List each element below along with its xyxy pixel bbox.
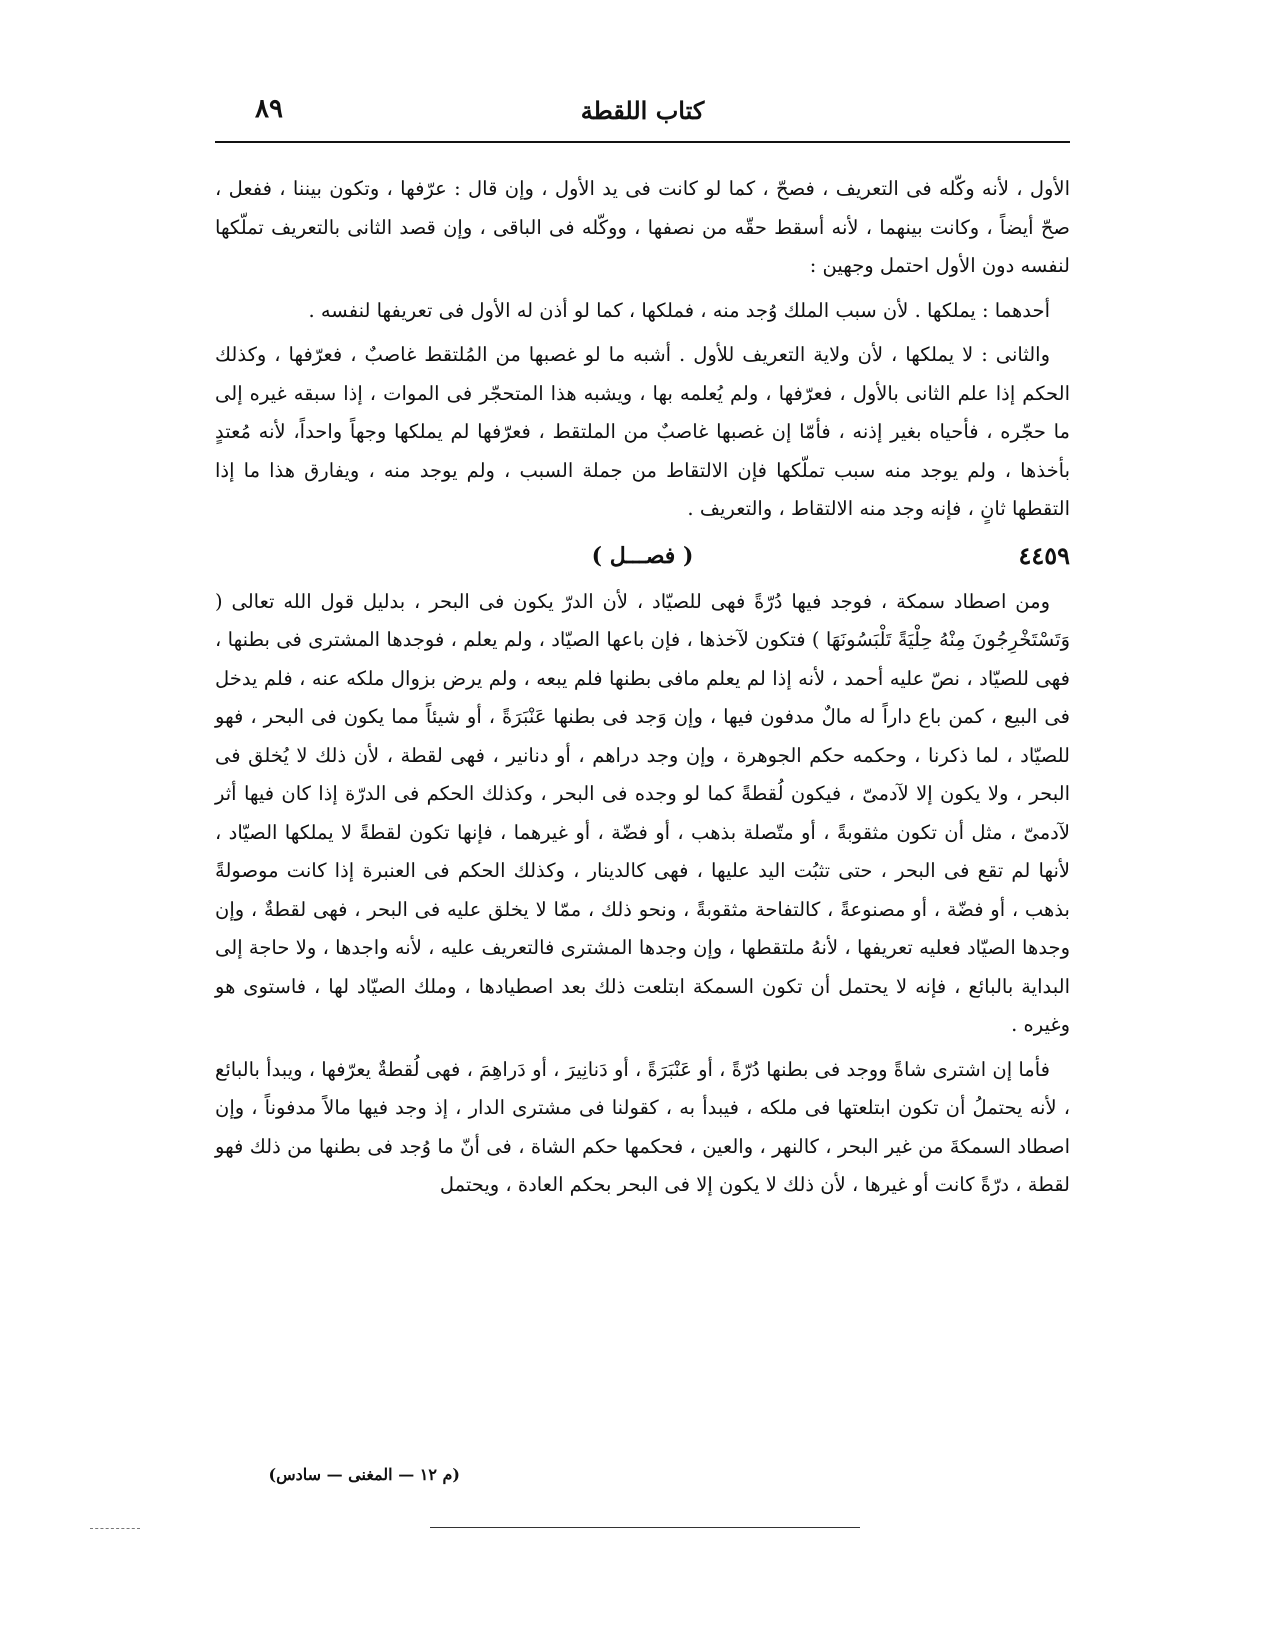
- volume-signature: (م ١٢ — المغنى — سادس): [268, 1465, 460, 1484]
- page-header: [215, 94, 1070, 144]
- paragraph: الأول ، لأنه وكّله فى التعريف ، فصحّ ، كما لو كانت فى يد الأول ، وإن قال : عرّفها ، وتكون بيننا ، ففعل ، صحّ أيضاً ، وكانت بينهما ، لأنه أسقط حقّه من نصفها ، ووكّله فى الباقى ، وإن قصد الثانى بالتعريف تملّكها لنفسه دون الأول احتمل وجهين :: [215, 177, 1070, 277]
- footer-rule: [430, 1527, 860, 1528]
- section-title: ( فصـــل ): [591, 542, 694, 569]
- paragraph: ومن اصطاد سمكة ، فوجد فيها دُرّةً فهى للصيّاد ، لأن الدرّ يكون فى البحر ، بدليل قول الله تعالى ( وَتَسْتَخْرِجُونَ مِنْهُ حِلْيَةً تَلْبَسُونَهَا ) فتكون لآخذها ، فإن باعها الصيّاد ، ولم يعلم ، فوجدها المشترى فى بطنها ، فهى للصيّاد ، نصّ عليه أحمد ، لأنه إذا لم يعلم مافى بطنها فلم يبعه ، ولم يرض بزوال ملكه عنه ، فلم يدخل فى البيع ، كمن باع داراً له مالٌ مدفون فيها ، وإن وَجد فى بطنها عَنْبَرَةً ، أو شيئاً مما يكون فى البحر ، فهو للصيّاد ، لما ذكرنا ، وحكمه حكم الجوهرة ، وإن وجد دراهم ، أو دنانير ، فهى لقطة ، لأن ذلك لا يُخلق فى البحر ، ولا يكون إلا لآدمىّ ، فيكون لُقطةً كما لو وجده فى البحر ، وكذلك الحكم فى الدرّة إذا كان فيها أثر لآدمىّ ، مثل أن تكون مثقوبةً ، أو متّصلة بذهب ، أو فضّة ، أو غيرهما ، فإنها تكون لقطةً لا يملكها الصيّاد ، لأنها لم تقع فى البحر ، حتى تثبُت اليد عليها ، فهى كالدينار ، وكذلك الحكم فى العنبرة إذا كانت موصولةً بذهب ، أو فضّة ، أو مصنوعةً ، كالتفاحة مثقوبةً ، ونحو ذلك ، ممّا لا يخلق عليه فى البحر ، فهى لقطةٌ ، وإن وجدها الصيّاد فعليه تعريفها ، لأنهُ ملتقطها ، وإن وجدها المشترى فالتعريف عليه ، لأنه واجدها ، ولا حاجة إلى البداية بالبائع ، فإنه لا يحتمل أن تكون السمكة ابتلعت ذلك بعد اصطيادها ، وملك الصيّاد لها ، فاستوى هو وغيره .: [215, 589, 1070, 1036]
- page-number: ٨٩: [255, 94, 283, 124]
- chapter-title: كتاب اللقطة: [580, 96, 705, 125]
- section-heading: [215, 535, 1070, 575]
- corner-mark: [90, 1528, 140, 1529]
- body-text: [215, 170, 1070, 1211]
- paragraph: والثانى : لا يملكها ، لأن ولاية التعريف للأول . أشبه ما لو غصبها من المُلتقط غاصبٌ ، فعرّفها ، وكذلك الحكم إذا علم الثانى بالأول ، فعرّفها ، ولم يُعلمه بها ، ويشبه هذا المتحجّر فى الموات ، إذا سبقه غيره إلى ما حجّره ، فأحياه بغير إذنه ، فأمّا إن غصبها غاصبٌ من الملتقط ، فعرّفها لم يملكها وجهاً واحداً، لأنه مُعتدٍ بأخذها ، ولم يوجد منه سبب تملّكها فإن الالتقاط من جملة السبب ، ولم يوجد منه ، ويفارق هذا ما إذا التقطها ثانٍ ، فإنه وجد منه الالتقاط ، والتعريف .: [215, 343, 1070, 520]
- section-number: ٤٤٥٩: [1018, 540, 1070, 570]
- paragraph: أحدهما : يملكها . لأن سبب الملك وُجد منه ، فملكها ، كما لو أذن له الأول فى تعريفها لنفسه .: [308, 298, 1050, 322]
- header-rule: [215, 141, 1070, 143]
- paragraph: فأما إن اشترى شاةً ووجد فى بطنها دُرّةً ، أو عَنْبَرَةً ، أو دَنانِيرَ ، أو دَراهِمَ ، فهى لُقطةٌ يعرّفها ، ويبدأ بالبائع ، لأنه يحتملُ أن تكون ابتلعتها فى ملكه ، فيبدأ به ، كقولنا فى مشترى الدار ، إذ وجد فيها مالاً مدفوناً ، وإن اصطاد السمكةَ من غير البحر ، كالنهر ، والعين ، فحكمها حكم الشاة ، فى أنّ ما وُجد فى بطنها من ذلك فهو لقطة ، درّةً كانت أو غيرها ، لأن ذلك لا يكون إلا فى البحر بحكم العادة ، ويحتمل: [215, 1057, 1070, 1196]
